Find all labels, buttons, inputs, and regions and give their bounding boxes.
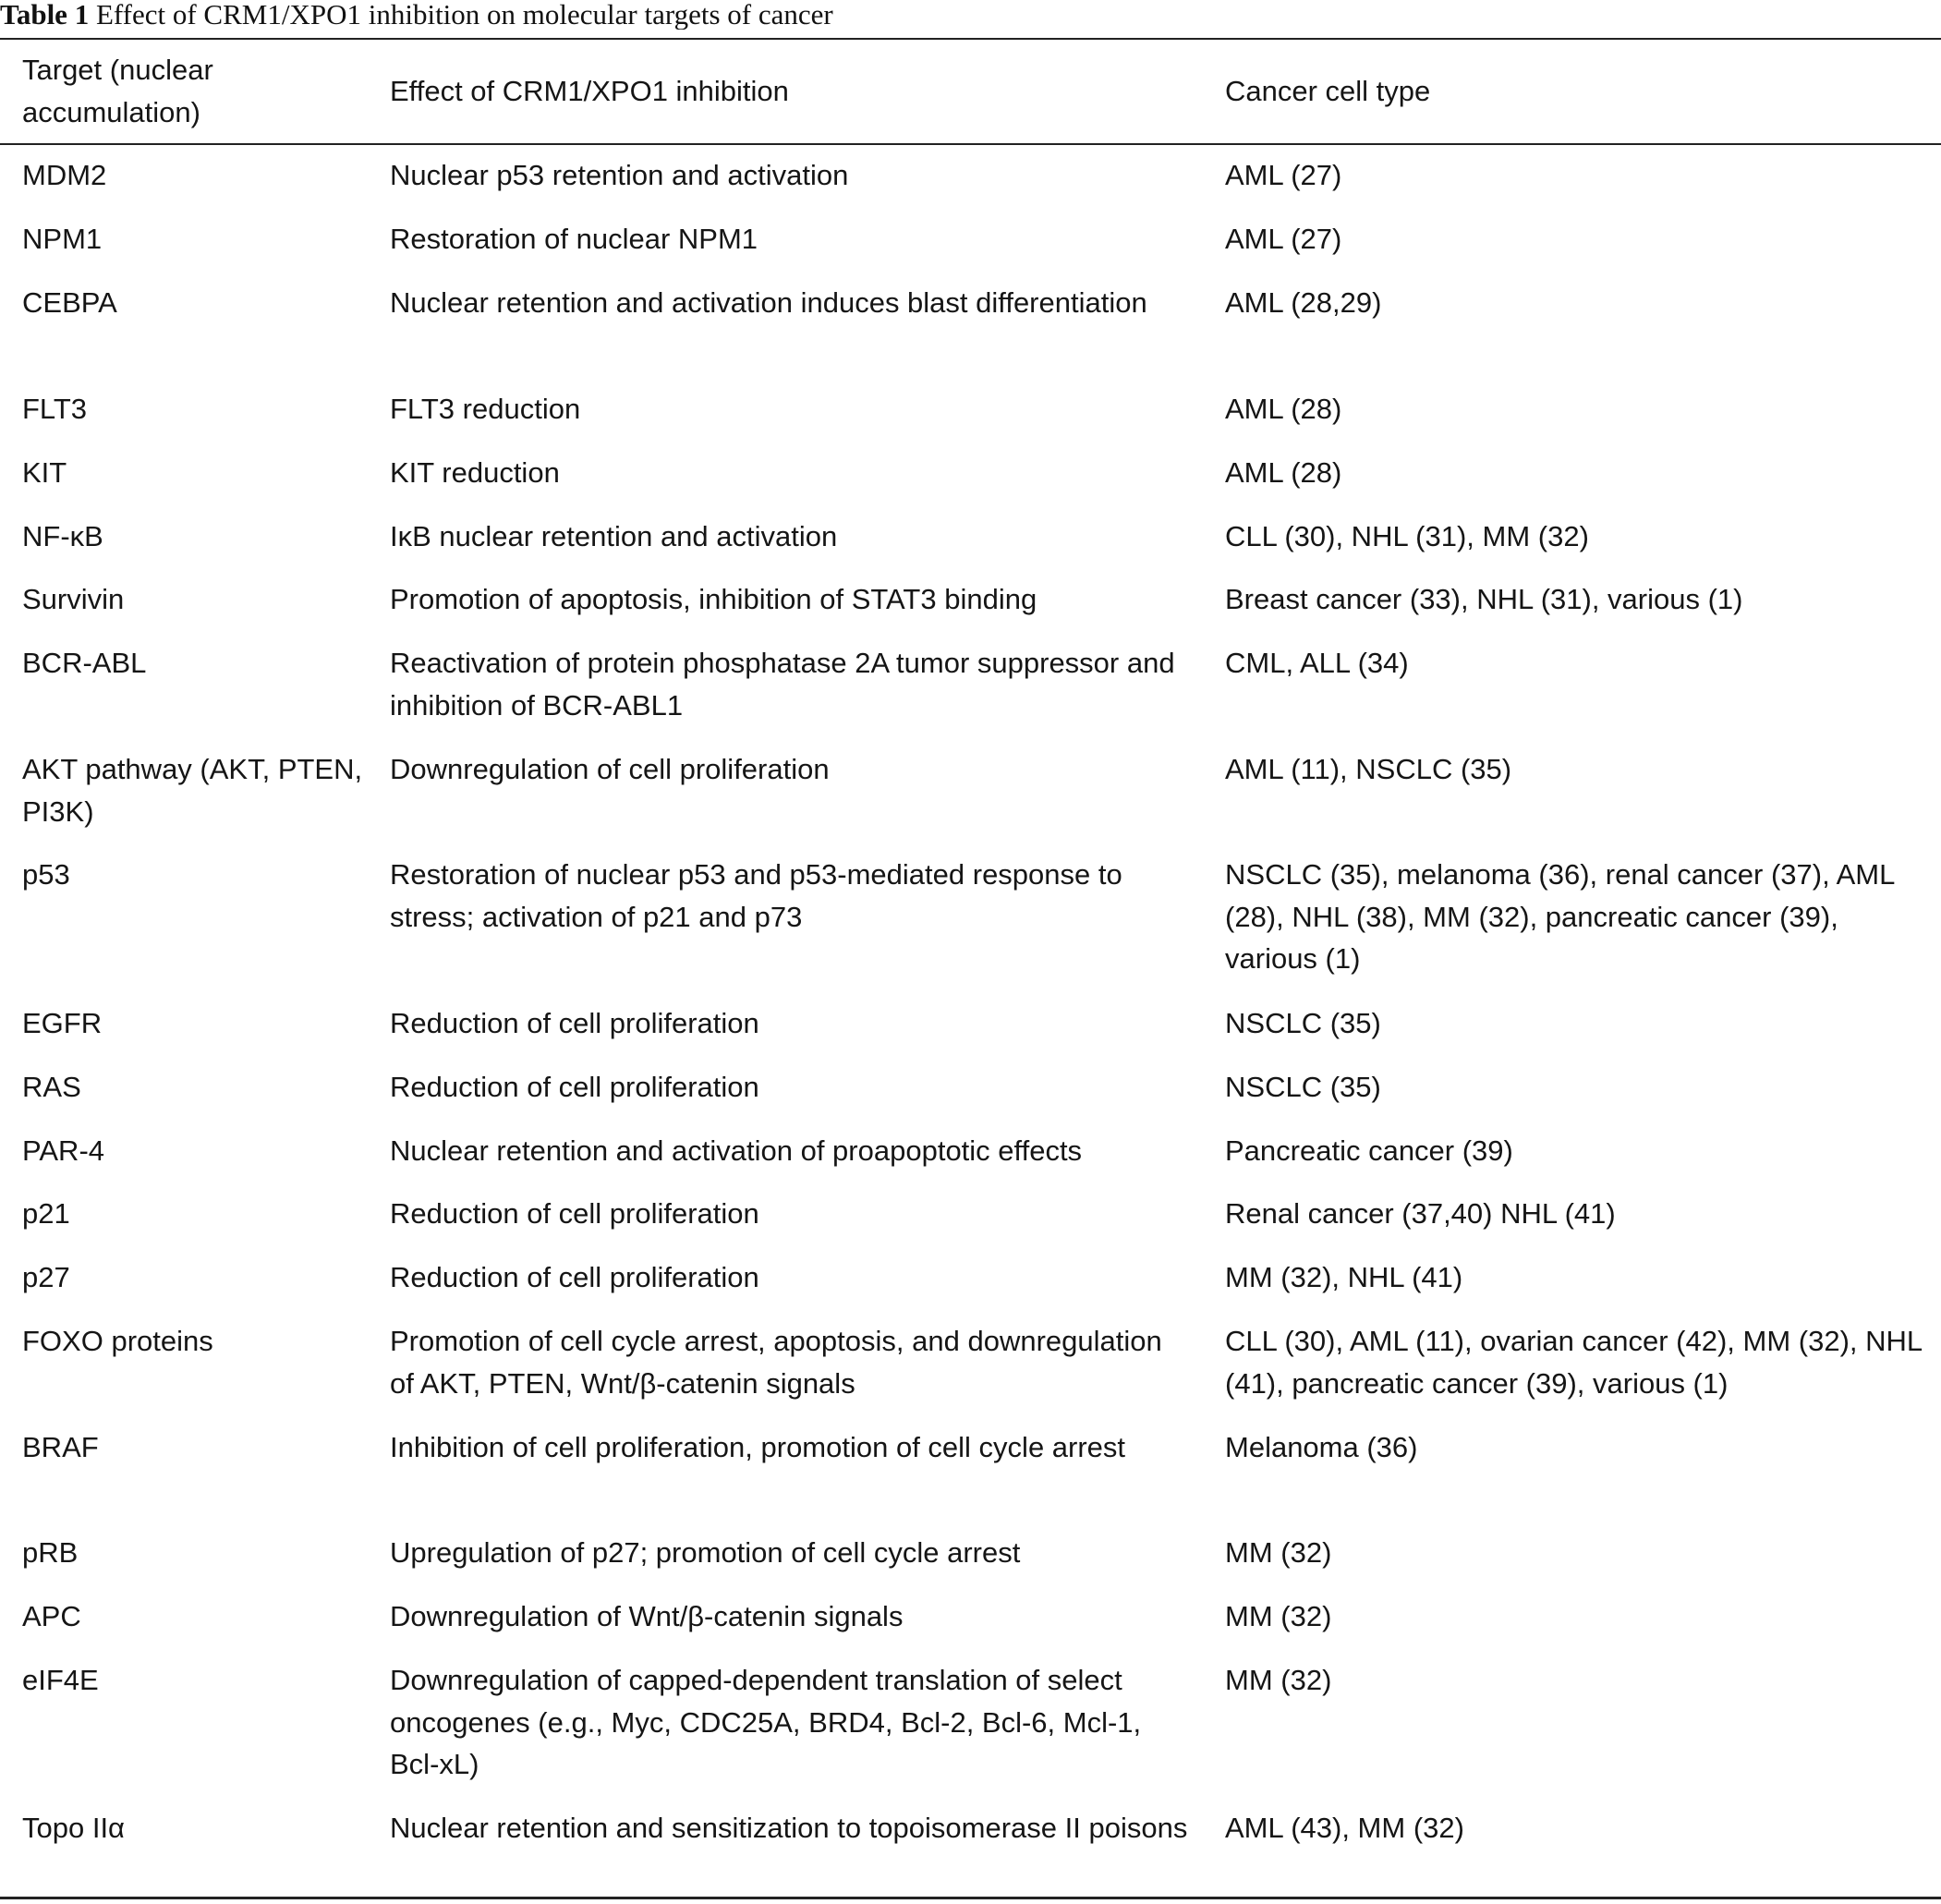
cell-effect: KIT reduction <box>390 456 560 489</box>
cell-effect: Downregulation of capped-dependent translation of select oncogenes (e.g., Myc, CDC25A, BRD4, Bcl-2, Bcl-6, Mcl-1, Bcl-xL) <box>390 1664 1142 1780</box>
cell-effect: FLT3 reduction <box>390 393 581 425</box>
cell-effect: Restoration of nuclear p53 and p53-mediated response to stress; activation of p21 and p73 <box>390 858 1122 933</box>
cell-target: BRAF <box>22 1431 99 1463</box>
cell-target: NF-κB <box>22 520 103 552</box>
cell-effect: Restoration of nuclear NPM1 <box>390 223 758 255</box>
cell-cancer: NSCLC (35), melanoma (36), renal cancer (37), AML (28), NHL (38), MM (32), pancreatic cancer (39), various (1) <box>1225 858 1895 975</box>
table-label: Table 1 <box>0 0 90 30</box>
header-target: Target (nuclear accumulation) <box>22 54 213 128</box>
cell-effect: Promotion of apoptosis, inhibition of STAT3 binding <box>390 583 1037 615</box>
cell-effect: Downregulation of Wnt/β-catenin signals <box>390 1600 904 1632</box>
cell-effect: Nuclear retention and activation of proapoptotic effects <box>390 1134 1083 1167</box>
cell-effect: Reduction of cell proliferation <box>390 1071 759 1103</box>
cell-cancer: AML (11), NSCLC (35) <box>1225 753 1512 785</box>
cell-target: NPM1 <box>22 223 103 255</box>
cell-effect: Reduction of cell proliferation <box>390 1261 759 1293</box>
cell-target: FOXO proteins <box>22 1325 213 1357</box>
bottom-rule <box>0 1897 1941 1899</box>
table-title: Effect of CRM1/XPO1 inhibition on molecular targets of cancer <box>95 0 833 30</box>
cell-cancer: MM (32), NHL (41) <box>1225 1261 1463 1293</box>
cell-target: APC <box>22 1600 81 1632</box>
cell-effect: Reduction of cell proliferation <box>390 1007 759 1039</box>
cell-target: EGFR <box>22 1007 103 1039</box>
cell-target: p53 <box>22 858 70 891</box>
cell-target: pRB <box>22 1536 79 1569</box>
cell-cancer: AML (28,29) <box>1225 286 1382 319</box>
cell-cancer: Pancreatic cancer (39) <box>1225 1134 1513 1167</box>
cell-target: p27 <box>22 1261 70 1293</box>
cell-target: p21 <box>22 1197 70 1230</box>
cell-effect: Nuclear retention and sensitization to topoisomerase II poisons <box>390 1812 1188 1844</box>
cell-target: CEBPA <box>22 286 117 319</box>
cell-cancer: Melanoma (36) <box>1225 1431 1418 1463</box>
cell-effect: Nuclear retention and activation induces blast differentiation <box>390 286 1147 319</box>
cell-target: eIF4E <box>22 1664 99 1696</box>
cell-target: FLT3 <box>22 393 88 425</box>
cell-effect: Inhibition of cell proliferation, promotion of cell cycle arrest <box>390 1431 1126 1463</box>
cell-target: Survivin <box>22 583 125 615</box>
top-rule <box>0 38 1941 40</box>
cell-target: PAR-4 <box>22 1134 105 1167</box>
cell-cancer: MM (32) <box>1225 1600 1332 1632</box>
cell-cancer: AML (28) <box>1225 393 1342 425</box>
table-caption <box>0 0 1941 30</box>
cell-cancer: AML (27) <box>1225 223 1342 255</box>
cell-cancer: CML, ALL (34) <box>1225 647 1409 679</box>
cell-effect: Nuclear p53 retention and activation <box>390 159 849 191</box>
cell-cancer: AML (43), MM (32) <box>1225 1812 1464 1844</box>
cell-cancer: NSCLC (35) <box>1225 1007 1381 1039</box>
cell-effect: Promotion of cell cycle arrest, apoptosis, and downregulation of AKT, PTEN, Wnt/β-catenin signals <box>390 1325 1162 1400</box>
cell-target: KIT <box>22 456 67 489</box>
cell-cancer: MM (32) <box>1225 1536 1332 1569</box>
cell-effect: Reactivation of protein phosphatase 2A tumor suppressor and inhibition of BCR-ABL1 <box>390 647 1175 722</box>
cell-cancer: AML (28) <box>1225 456 1342 489</box>
cell-cancer: CLL (30), AML (11), ovarian cancer (42), MM (32), NHL (41), pancreatic cancer (39), various (1) <box>1225 1325 1923 1400</box>
cell-cancer: NSCLC (35) <box>1225 1071 1381 1103</box>
cell-effect: Reduction of cell proliferation <box>390 1197 759 1230</box>
cell-effect: IκB nuclear retention and activation <box>390 520 838 552</box>
cell-cancer: AML (27) <box>1225 159 1342 191</box>
cell-effect: Downregulation of cell proliferation <box>390 753 830 785</box>
header-effect: Effect of CRM1/XPO1 inhibition <box>390 75 789 107</box>
cell-target: MDM2 <box>22 159 107 191</box>
cell-target: AKT pathway (AKT, PTEN, PI3K) <box>22 753 363 828</box>
cell-effect: Upregulation of p27; promotion of cell cycle arrest <box>390 1536 1021 1569</box>
cell-target: Topo IIα <box>22 1812 125 1844</box>
cell-target: BCR-ABL <box>22 647 147 679</box>
header-rule <box>0 143 1941 145</box>
cell-cancer: Renal cancer (37,40) NHL (41) <box>1225 1197 1616 1230</box>
cell-cancer: MM (32) <box>1225 1664 1332 1696</box>
cell-cancer: CLL (30), NHL (31), MM (32) <box>1225 520 1589 552</box>
cell-target: RAS <box>22 1071 81 1103</box>
header-cancer: Cancer cell type <box>1225 75 1431 107</box>
cell-cancer: Breast cancer (33), NHL (31), various (1) <box>1225 583 1743 615</box>
